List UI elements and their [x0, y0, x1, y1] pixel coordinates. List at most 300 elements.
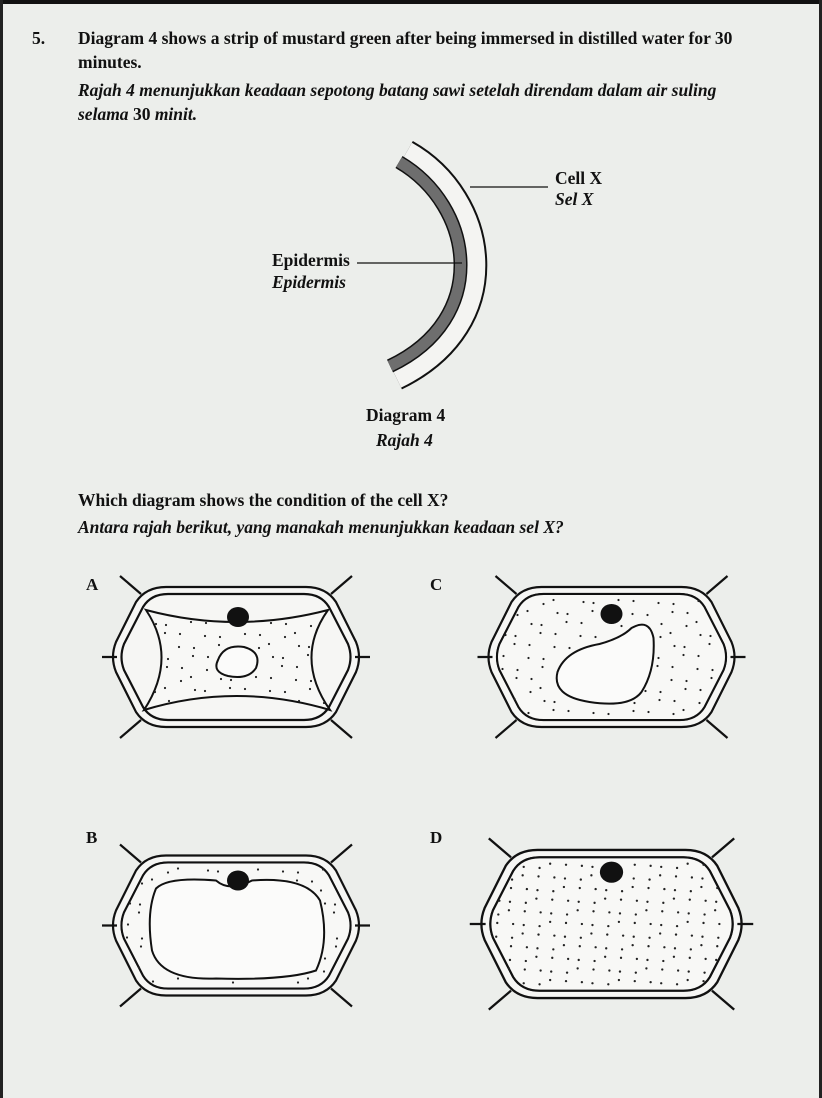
cytoplasm-dot: [523, 982, 525, 984]
cytoplasm-dot: [672, 713, 674, 715]
cytoplasm-dot: [324, 902, 326, 904]
cytoplasm-dot: [549, 979, 551, 981]
cytoplasm-dot: [672, 603, 674, 605]
cytoplasm-dot: [581, 981, 583, 983]
cytoplasm-dot: [521, 932, 523, 934]
cytoplasm-dot: [528, 644, 530, 646]
cytoplasm-dot: [565, 980, 567, 982]
cytoplasm-dot: [190, 621, 192, 623]
cytoplasm-dot: [539, 911, 541, 913]
cytoplasm-dot: [716, 945, 718, 947]
cytoplasm-dot: [593, 960, 595, 962]
cytoplasm-dot: [581, 923, 583, 925]
cytoplasm-dot: [607, 925, 609, 927]
cytoplasm-dot: [141, 937, 143, 939]
cytoplasm-dot: [177, 977, 179, 979]
cytoplasm-dot: [220, 678, 222, 680]
cytoplasm-dot: [296, 666, 298, 668]
cytoplasm-dot: [673, 645, 675, 647]
cytoplasm-dot: [207, 869, 209, 871]
cytoplasm-dot: [567, 900, 569, 902]
cytoplasm-dot: [126, 936, 128, 938]
cytoplasm-dot: [699, 634, 701, 636]
cytoplasm-dot: [556, 612, 558, 614]
cytoplasm-dot: [688, 912, 690, 914]
cytoplasm-dot: [180, 680, 182, 682]
cytoplasm-dot: [671, 611, 673, 613]
cytoplasm-dot: [662, 960, 664, 962]
question-stem-ms-line1: Rajah 4 menunjukkan keadaan sepotong batang sawi setelah direndam dalam air suling: [78, 80, 717, 100]
cytoplasm-dot: [190, 676, 192, 678]
cytoplasm-dot: [644, 690, 646, 692]
cytoplasm-dot: [631, 944, 633, 946]
question-stem-en-line2: minutes.: [78, 52, 142, 72]
cytoplasm-dot: [685, 625, 687, 627]
cytoplasm-dot: [309, 688, 311, 690]
cytoplasm-dot: [689, 899, 691, 901]
prompt-ms: Antara rajah berikut, yang manakah menunjukkan keadaan sel X?: [78, 517, 564, 537]
cytoplasm-dot: [576, 909, 578, 911]
cytoplasm-dot: [516, 669, 518, 671]
cytoplasm-dot: [660, 924, 662, 926]
cytoplasm-dot: [566, 971, 568, 973]
cytoplasm-dot: [335, 945, 337, 947]
stem-ms-number: 30: [132, 104, 151, 124]
cytoplasm-dot: [656, 665, 658, 667]
cytoplasm-dot: [605, 947, 607, 949]
cytoplasm-dot: [659, 874, 661, 876]
cytoplasm-dot: [552, 948, 554, 950]
cytoplasm-dot: [311, 880, 313, 882]
cytoplasm-dot: [526, 888, 528, 890]
cytoplasm-dot: [659, 691, 661, 693]
cytoplasm-dot: [648, 937, 650, 939]
cytoplasm-dot: [164, 632, 166, 634]
cytoplasm-dot: [523, 924, 525, 926]
cytoplasm-dot: [552, 890, 554, 892]
cytoplasm-dot: [516, 614, 518, 616]
cytoplasm-dot: [229, 687, 231, 689]
cytoplasm-dot: [659, 636, 661, 638]
cytoplasm-dot: [700, 944, 702, 946]
cytoplasm-dot: [579, 635, 581, 637]
cytoplasm-dot: [282, 657, 284, 659]
cytoplasm-dot: [217, 870, 219, 872]
cytoplasm-dot: [205, 622, 207, 624]
cytoplasm-dot: [298, 700, 300, 702]
cytoplasm-dot: [703, 913, 705, 915]
cytoplasm-dot: [527, 657, 529, 659]
cytoplasm-dot: [508, 967, 510, 969]
cytoplasm-dot: [608, 911, 610, 913]
cytoplasm-dot: [565, 922, 567, 924]
cytoplasm-dot: [686, 979, 688, 981]
diagram-caption: Diagram 4: [366, 405, 446, 425]
cytoplasm-dot: [524, 910, 526, 912]
cytoplasm-dot: [508, 909, 510, 911]
cytoplasm-dot: [660, 982, 662, 984]
cytoplasm-dot: [511, 937, 513, 939]
cytoplasm-dot: [298, 645, 300, 647]
cytoplasm-dot: [636, 958, 638, 960]
cytoplasm-dot: [716, 887, 718, 889]
cytoplasm-dot: [635, 913, 637, 915]
cytoplasm-dot: [550, 970, 552, 972]
cytoplasm-dot: [686, 612, 688, 614]
cytoplasm-dot: [541, 666, 543, 668]
cytoplasm-dot: [702, 922, 704, 924]
cytoplasm-dot: [255, 676, 257, 678]
cytoplasm-dot: [682, 654, 684, 656]
cytoplasm-dot: [154, 691, 156, 693]
cytoplasm-dot: [297, 871, 299, 873]
cytoplasm-dot: [307, 977, 309, 979]
cytoplasm-dot: [567, 958, 569, 960]
cytoplasm-dot: [592, 602, 594, 604]
cytoplasm-dot: [549, 921, 551, 923]
cytoplasm-dot: [536, 947, 538, 949]
cytoplasm-dot: [294, 632, 296, 634]
cytoplasm-dot: [511, 878, 513, 880]
cytoplasm-dot: [690, 948, 692, 950]
cytoplasm-dot: [633, 877, 635, 879]
epidermis-label: Epidermis: [272, 250, 350, 270]
cytoplasm-dot: [695, 621, 697, 623]
cytoplasm-dot: [646, 901, 648, 903]
cytoplasm-dot: [715, 959, 717, 961]
cytoplasm-dot: [498, 900, 500, 902]
cytoplasm-dot: [496, 922, 498, 924]
diagram-caption-ms: Rajah 4: [376, 430, 433, 450]
cytoplasm-dot: [631, 613, 633, 615]
cytoplasm-dot: [682, 709, 684, 711]
cytoplasm-dot: [193, 647, 195, 649]
cytoplasm-dot: [691, 876, 693, 878]
cytoplasm-dot: [619, 970, 621, 972]
cytoplasm-dot: [495, 936, 497, 938]
cytoplasm-dot: [576, 967, 578, 969]
cytoplasm-dot: [152, 980, 154, 982]
option-b-label[interactable]: B: [86, 828, 98, 847]
cytoplasm-dot: [631, 886, 633, 888]
cytoplasm-dot: [525, 960, 527, 962]
mustard-strip-diagram: [0, 0, 822, 420]
cytoplasm-dot: [604, 897, 606, 899]
option-d-cell-diagram[interactable]: [474, 824, 749, 1024]
cytoplasm-dot: [709, 635, 711, 637]
cytoplasm-dot: [708, 643, 710, 645]
cytoplasm-dot: [698, 702, 700, 704]
cytoplasm-dot: [660, 866, 662, 868]
cytoplasm-dot: [607, 983, 609, 985]
option-a-label[interactable]: A: [86, 575, 99, 594]
cytoplasm-dot: [553, 701, 555, 703]
cytoplasm-dot: [272, 656, 274, 658]
cytoplasm-dot: [675, 875, 677, 877]
cytoplasm-dot: [284, 636, 286, 638]
cytoplasm-dot: [526, 610, 528, 612]
cytoplasm-dot: [538, 867, 540, 869]
cytoplasm-dot: [686, 921, 688, 923]
cytoplasm-dot: [645, 967, 647, 969]
cytoplasm-dot: [580, 878, 582, 880]
cytoplasm-dot: [673, 956, 675, 958]
cytoplasm-dot: [552, 599, 554, 601]
cytoplasm-dot: [244, 633, 246, 635]
cytoplasm-dot: [509, 901, 511, 903]
cytoplasm-dot: [684, 688, 686, 690]
cell-x-label: Cell X: [555, 168, 603, 188]
cytoplasm-dot: [155, 623, 157, 625]
cytoplasm-dot: [592, 968, 594, 970]
cytoplasm-dot: [677, 969, 679, 971]
cytoplasm-dot: [535, 956, 537, 958]
option-c-cell-diagram[interactable]: [474, 572, 749, 742]
cytoplasm-dot: [139, 903, 141, 905]
cytoplasm-dot: [677, 911, 679, 913]
cytoplasm-dot: [525, 902, 527, 904]
cytoplasm-dot: [608, 969, 610, 971]
cytoplasm-dot: [699, 689, 701, 691]
cytoplasm-dot: [515, 677, 517, 679]
cytoplasm-dot: [204, 690, 206, 692]
option-d-label[interactable]: D: [430, 828, 443, 847]
nucleus: [600, 862, 623, 883]
cytoplasm-dot: [620, 625, 622, 627]
cytoplasm-dot: [634, 922, 636, 924]
cytoplasm-dot: [649, 981, 651, 983]
cytoplasm-dot: [661, 910, 663, 912]
cytoplasm-dot: [661, 968, 663, 970]
cytoplasm-dot: [591, 610, 593, 612]
cytoplasm-dot: [553, 876, 555, 878]
cytoplasm-dot: [259, 634, 261, 636]
cytoplasm-dot: [591, 866, 593, 868]
cytoplasm-dot: [320, 889, 322, 891]
cytoplasm-dot: [689, 957, 691, 959]
cytoplasm-dot: [604, 956, 606, 958]
cytoplasm-dot: [594, 946, 596, 948]
cytoplasm-dot: [308, 646, 310, 648]
cytoplasm-dot: [530, 678, 532, 680]
cytoplasm-dot: [334, 903, 336, 905]
cytoplasm-dot: [659, 932, 661, 934]
cytoplasm-dot: [530, 623, 532, 625]
cytoplasm-dot: [323, 970, 325, 972]
cytoplasm-dot: [324, 957, 326, 959]
option-c-label[interactable]: C: [430, 575, 443, 594]
cytoplasm-dot: [550, 912, 552, 914]
cytoplasm-dot: [633, 702, 635, 704]
cytoplasm-dot: [717, 937, 719, 939]
cytoplasm-dot: [591, 982, 593, 984]
cytoplasm-dot: [646, 959, 648, 961]
option-b-cell-diagram[interactable]: [106, 828, 366, 1023]
cytoplasm-dot: [549, 863, 551, 865]
cytoplasm-dot: [168, 700, 170, 702]
cytoplasm-dot: [621, 948, 623, 950]
cytoplasm-dot: [138, 911, 140, 913]
cytoplasm-dot: [538, 925, 540, 927]
cytoplasm-dot: [540, 624, 542, 626]
cytoplasm-dot: [527, 712, 529, 714]
cytoplasm-dot: [296, 879, 298, 881]
cytoplasm-dot: [649, 865, 651, 867]
cytoplasm-dot: [703, 971, 705, 973]
cytoplasm-dot: [647, 887, 649, 889]
nucleus: [601, 604, 623, 624]
cytoplasm-dot: [566, 613, 568, 615]
cytoplasm-dot: [521, 874, 523, 876]
cytoplasm-dot: [164, 687, 166, 689]
cytoplasm-dot: [323, 702, 325, 704]
cytoplasm-dot: [715, 901, 717, 903]
cytoplasm-dot: [675, 933, 677, 935]
cytoplasm-dot: [674, 889, 676, 891]
cytoplasm-dot: [269, 690, 271, 692]
cytoplasm-dot: [563, 944, 565, 946]
cytoplasm-dot: [526, 946, 528, 948]
vacuole: [150, 880, 324, 979]
cytoplasm-dot: [310, 680, 312, 682]
cytoplasm-dot: [333, 911, 335, 913]
cytoplasm-dot: [660, 623, 662, 625]
epidermis-label-ms: Epidermis: [272, 272, 346, 292]
nucleus: [227, 607, 249, 627]
cytoplasm-dot: [676, 983, 678, 985]
cytoplasm-dot: [702, 980, 704, 982]
cytoplasm-dot: [663, 888, 665, 890]
cytoplasm-dot: [632, 710, 634, 712]
cytoplasm-dot: [718, 923, 720, 925]
cytoplasm-dot: [194, 689, 196, 691]
cytoplasm-dot: [552, 709, 554, 711]
cytoplasm-dot: [646, 614, 648, 616]
cytoplasm-dot: [129, 902, 131, 904]
cytoplasm-dot: [230, 679, 232, 681]
cytoplasm-dot: [662, 902, 664, 904]
cytoplasm-dot: [578, 901, 580, 903]
cytoplasm-dot: [504, 634, 506, 636]
cytoplasm-dot: [593, 902, 595, 904]
vacuole: [216, 647, 257, 677]
question-number: 5.: [32, 28, 46, 48]
cytoplasm-dot: [594, 636, 596, 638]
cytoplasm-dot: [551, 899, 553, 901]
cytoplasm-dot: [621, 890, 623, 892]
cytoplasm-dot: [669, 632, 671, 634]
cytoplasm-dot: [523, 866, 525, 868]
cytoplasm-dot: [177, 867, 179, 869]
cytoplasm-dot: [178, 646, 180, 648]
cytoplasm-dot: [565, 621, 567, 623]
cytoplasm-dot: [565, 864, 567, 866]
option-a-cell-diagram[interactable]: [106, 572, 366, 742]
cytoplasm-dot: [141, 882, 143, 884]
cytoplasm-dot: [563, 886, 565, 888]
cytoplasm-dot: [634, 980, 636, 982]
cytoplasm-dot: [648, 878, 650, 880]
cytoplasm-dot: [282, 870, 284, 872]
cytoplasm-dot: [697, 600, 699, 602]
cytoplasm-dot: [538, 983, 540, 985]
cytoplasm-dot: [607, 713, 609, 715]
cytoplasm-dot: [204, 635, 206, 637]
cytoplasm-dot: [690, 890, 692, 892]
cell-x-label-ms: Sel X: [555, 189, 594, 209]
cytoplasm-dot: [512, 923, 514, 925]
cytoplasm-dot: [592, 712, 594, 714]
cytoplasm-dot: [167, 658, 169, 660]
cytoplasm-dot: [676, 867, 678, 869]
cytoplasm-dot: [688, 970, 690, 972]
cytoplasm-dot: [710, 677, 712, 679]
cytoplasm-dot: [539, 969, 541, 971]
cytoplasm-dot: [701, 877, 703, 879]
cytoplasm-dot: [539, 632, 541, 634]
cytoplasm-dot: [702, 864, 704, 866]
nucleus: [227, 871, 249, 891]
cytoplasm-dot: [513, 698, 515, 700]
cytoplasm-dot: [514, 635, 516, 637]
cytoplasm-dot: [580, 937, 582, 939]
cytoplasm-dot: [673, 897, 675, 899]
cytoplasm-dot: [553, 934, 555, 936]
prompt-en: Which diagram shows the condition of the cell X?: [78, 490, 449, 510]
cytoplasm-dot: [270, 677, 272, 679]
cytoplasm-dot: [674, 947, 676, 949]
cytoplasm-dot: [140, 945, 142, 947]
cytoplasm-dot: [622, 934, 624, 936]
cytoplasm-dot: [645, 909, 647, 911]
cytoplasm-dot: [219, 636, 221, 638]
cytoplasm-dot: [649, 923, 651, 925]
cytoplasm-dot: [704, 900, 706, 902]
cytoplasm-dot: [697, 655, 699, 657]
cytoplasm-dot: [285, 623, 287, 625]
cytoplasm-dot: [579, 887, 581, 889]
cytoplasm-dot: [581, 865, 583, 867]
cytoplasm-dot: [258, 647, 260, 649]
cytoplasm-dot: [568, 647, 570, 649]
cytoplasm-dot: [536, 889, 538, 891]
cytoplasm-dot: [166, 666, 168, 668]
cytoplasm-dot: [535, 897, 537, 899]
cytoplasm-dot: [192, 655, 194, 657]
cytoplasm-dot: [206, 669, 208, 671]
cytoplasm-dot: [138, 966, 140, 968]
cytoplasm-dot: [165, 624, 167, 626]
cytoplasm-dot: [619, 912, 621, 914]
cytoplasm-dot: [281, 665, 283, 667]
cytoplasm-dot: [658, 699, 660, 701]
cytoplasm-dot: [167, 871, 169, 873]
cytoplasm-dot: [696, 668, 698, 670]
cytoplasm-dot: [295, 679, 297, 681]
cytoplasm-dot: [663, 946, 665, 948]
cytoplasm-dot: [564, 936, 566, 938]
cytoplasm-dot: [580, 622, 582, 624]
cytoplasm-dot: [553, 646, 555, 648]
cytoplasm-dot: [636, 900, 638, 902]
cytoplasm-dot: [647, 945, 649, 947]
cytoplasm-dot: [591, 924, 593, 926]
stem-ms-word-minit: minit.: [154, 104, 198, 124]
cytoplasm-dot: [671, 666, 673, 668]
cytoplasm-dot: [700, 886, 702, 888]
cytoplasm-dot: [657, 657, 659, 659]
cytoplasm-dot: [513, 643, 515, 645]
